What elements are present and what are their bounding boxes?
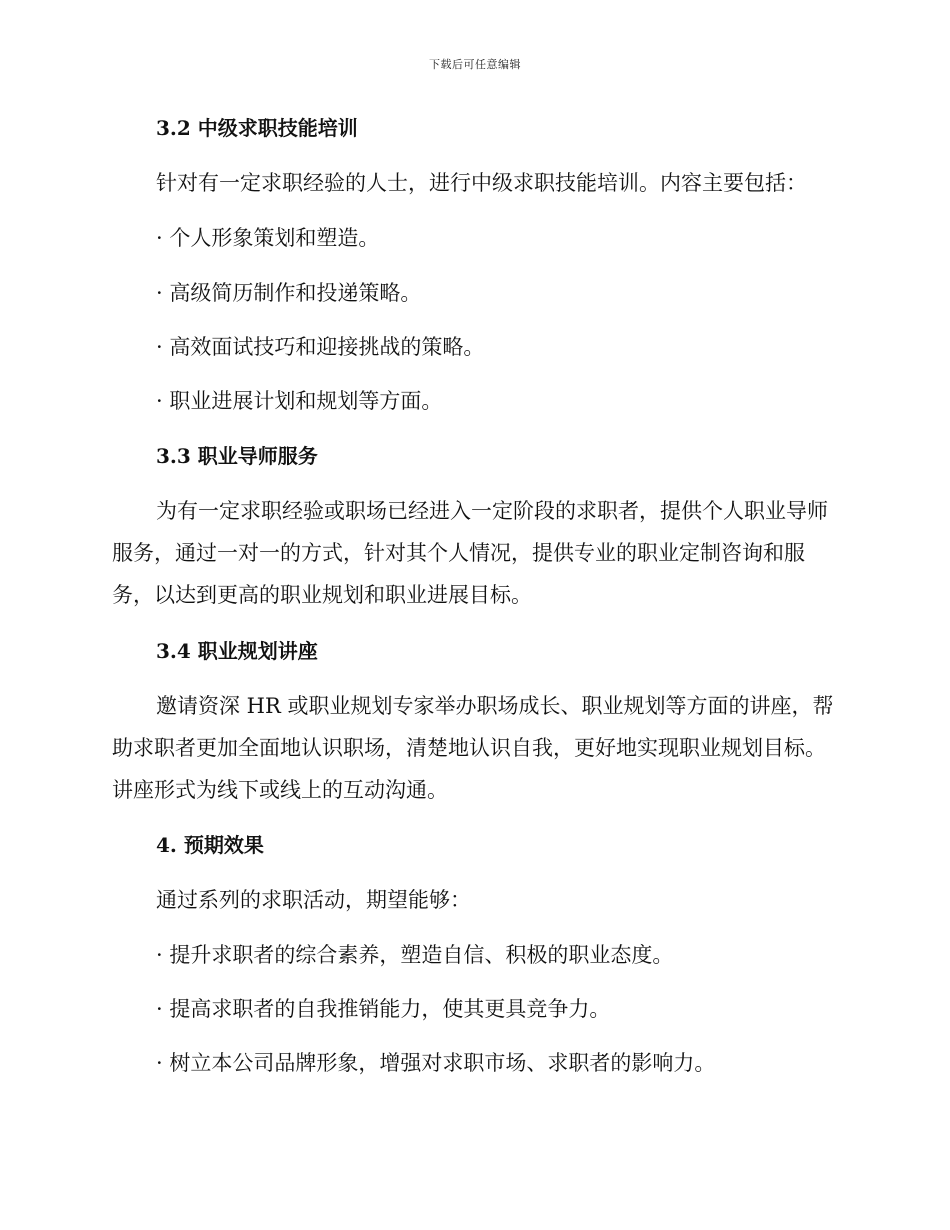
section-3-3-heading: 3.3 职业导师服务 <box>156 444 318 468</box>
section-3-4-body: 邀请资深 HR 或职业规划专家举办职场成长、职业规划等方面的讲座，帮助求职者更加全面地认识职场，清楚地认识自我，更好地实现职业规划目标。讲座形式为线下或线上的互动沟通。 <box>112 694 834 802</box>
section-3-2-bullet-2: · 高级简历制作和投递策略。 <box>156 281 422 305</box>
section-3-2-bullet-1: · 个人形象策划和塑造。 <box>156 226 380 250</box>
section-4-bullet-3: · 树立本公司品牌形象，增强对求职市场、求职者的影响力。 <box>156 1051 716 1075</box>
section-3-2-intro: 针对有一定求职经验的人士，进行中级求职技能培训。内容主要包括： <box>156 171 807 195</box>
section-3-4-heading: 3.4 职业规划讲座 <box>156 639 318 663</box>
section-3-2-bullet-3: · 高效面试技巧和迎接挑战的策略。 <box>156 335 485 359</box>
section-4-bullet-2: · 提高求职者的自我推销能力，使其更具竞争力。 <box>156 997 611 1021</box>
section-3-2-bullet-4: · 职业进展计划和规划等方面。 <box>156 389 443 413</box>
section-3-2-heading: 3.2 中级求职技能培训 <box>156 116 358 140</box>
section-4-heading: 4. 预期效果 <box>156 833 264 857</box>
section-4-bullet-1: · 提升求职者的综合素养，塑造自信、积极的职业态度。 <box>156 943 674 967</box>
section-3-3-body: 为有一定求职经验或职场已经进入一定阶段的求职者，提供个人职业导师服务，通过一对一的方式，针对其个人情况，提供专业的职业定制咨询和服务，以达到更高的职业规划和职业进展目标。 <box>112 499 828 607</box>
section-4-intro: 通过系列的求职活动，期望能够： <box>156 888 471 912</box>
header-note: 下载后可任意编辑 <box>429 58 521 71</box>
